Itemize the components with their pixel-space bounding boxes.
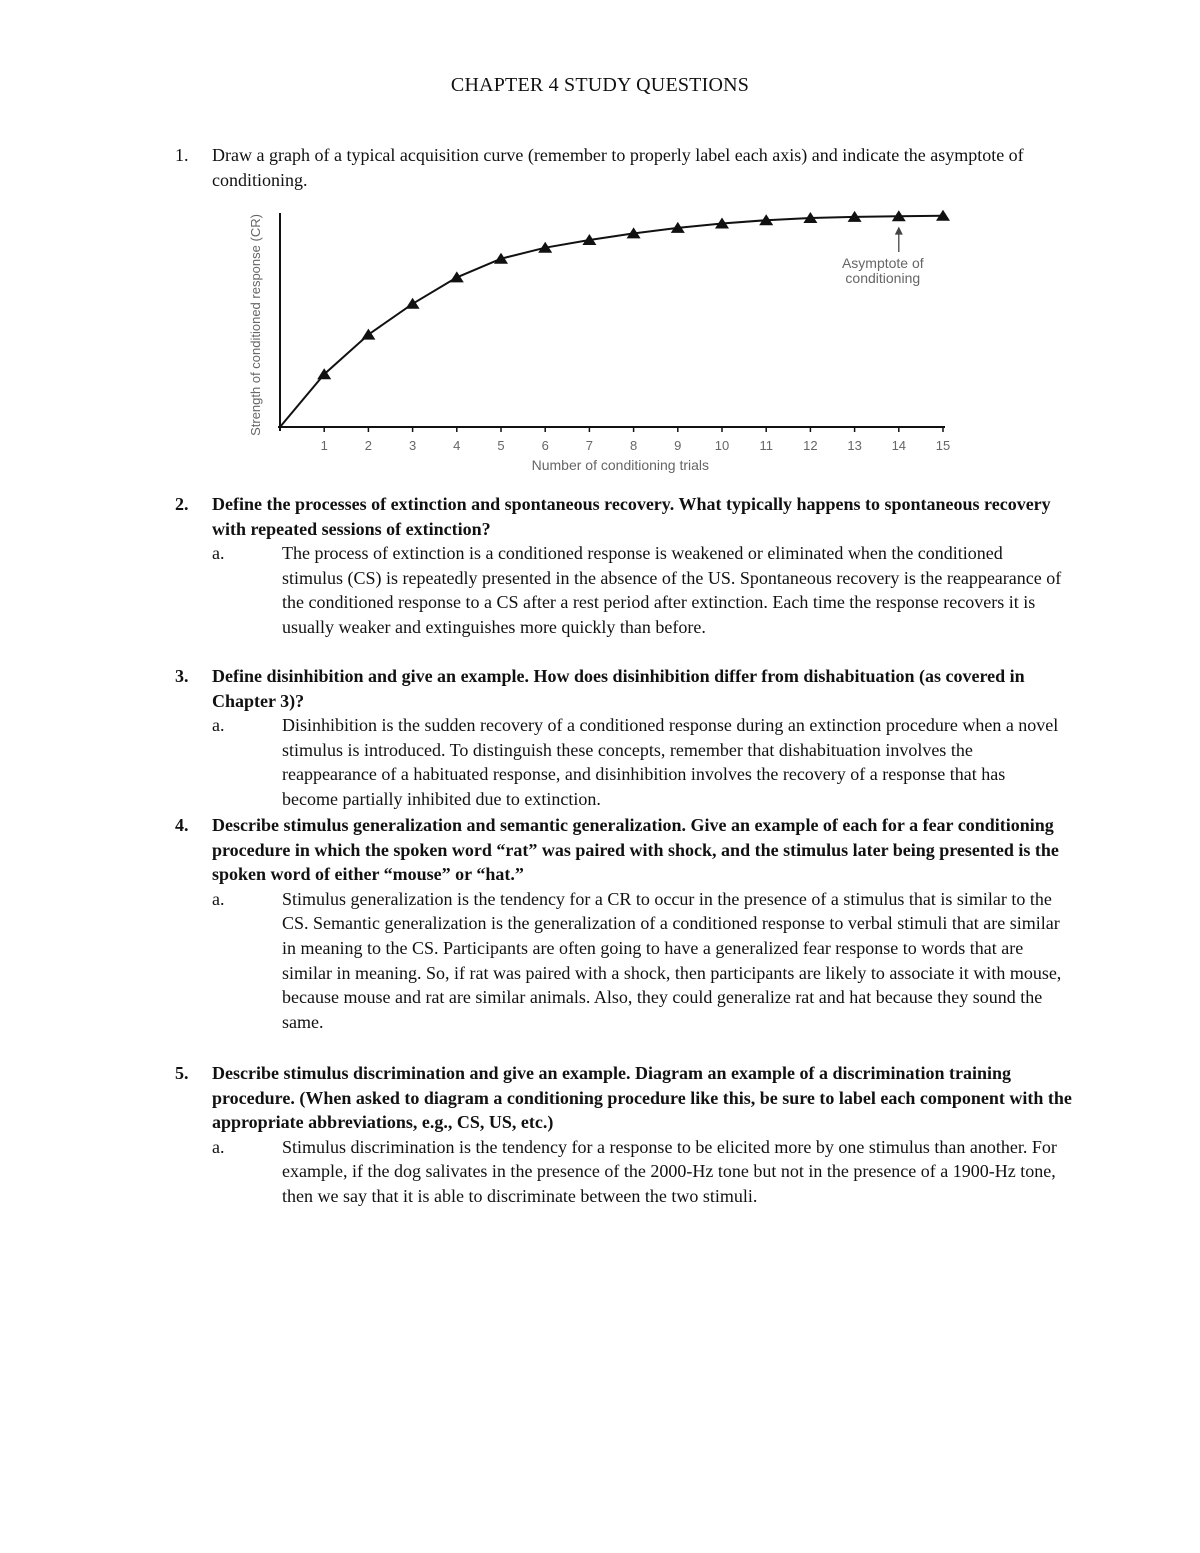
chart-markers bbox=[317, 210, 950, 379]
answer-letter: a. bbox=[212, 1136, 225, 1157]
page-title: CHAPTER 4 STUDY QUESTIONS bbox=[450, 74, 750, 96]
chart-ticks bbox=[321, 427, 951, 453]
acquisition-curve-chart bbox=[240, 205, 970, 480]
question-5 bbox=[175, 1061, 1075, 1209]
question-text: Describe stimulus generalization and semantic generalization. Give an example of each for a fear conditioning procedure in which the spoken word “rat” was paired with shock, and the stimulus later being presented is the spoken word of either “mouse” or “hat.” bbox=[212, 815, 1059, 885]
answer-letter: a. bbox=[212, 888, 225, 909]
question-text: Draw a graph of a typical acquisition curve (remember to properly label each axis) and indicate the asymptote of conditioning. bbox=[212, 145, 1024, 190]
question-number: 4. bbox=[175, 815, 189, 835]
answer bbox=[175, 1135, 1075, 1209]
x-tick-label: 5 bbox=[497, 438, 505, 453]
x-tick-label: 8 bbox=[629, 438, 638, 453]
asymptote-label-line2: conditioning bbox=[845, 270, 921, 286]
answer-letter: a. bbox=[212, 715, 225, 736]
question-3 bbox=[175, 664, 1075, 812]
data-point-marker bbox=[450, 271, 464, 282]
x-tick-label: 10 bbox=[714, 438, 730, 453]
x-tick-label: 13 bbox=[847, 438, 862, 453]
asymptote-label-line1: Asymptote of bbox=[841, 255, 924, 271]
question-text: Define disinhibition and give an example. How does disinhibition differ from dishabituation (as covered in Chapter 3)? bbox=[212, 666, 1025, 711]
question-text: Describe stimulus discrimination and give an example. Diagram an example of a discrimination training procedure. (When asked to diagram a conditioning procedure like this, be sure to label each component with the appropriate abbreviations, e.g., CS, US, etc.) bbox=[212, 1063, 1072, 1133]
question-number: 3. bbox=[175, 666, 189, 686]
question-number: 2. bbox=[175, 494, 189, 514]
answer-text: Disinhibition is the sudden recovery of a conditioned response during an extinction procedure when a novel stimulus is introduced. To distinguish these concepts, remember that dishabituation involves the reappearance of a habituated response, and disinhibition involves the recovery of a response that has become partially inhibited due to extinction. bbox=[282, 715, 1059, 809]
x-tick-label: 3 bbox=[408, 438, 417, 453]
x-axis-label: Number of conditioning trials bbox=[531, 457, 710, 473]
x-tick-label: 15 bbox=[935, 438, 951, 453]
question-2 bbox=[175, 492, 1075, 640]
chart-axes bbox=[278, 213, 945, 431]
answer bbox=[175, 713, 1075, 811]
x-tick-label: 14 bbox=[891, 438, 907, 453]
question-text: Define the processes of extinction and spontaneous recovery. What typically happens to spontaneous recovery with repeated sessions of extinction? bbox=[212, 494, 1051, 539]
x-tick-label: 4 bbox=[453, 438, 461, 453]
x-tick-label: 1 bbox=[320, 438, 328, 453]
acquisition-curve-line bbox=[280, 216, 943, 427]
x-tick-label: 6 bbox=[541, 438, 549, 453]
x-tick-label: 2 bbox=[364, 438, 373, 453]
question-number: 1. bbox=[175, 145, 189, 165]
answer bbox=[175, 541, 1075, 639]
question-4 bbox=[175, 813, 1075, 1034]
answer-letter: a. bbox=[212, 543, 225, 564]
x-tick-label: 12 bbox=[803, 438, 818, 453]
asymptote-annotation bbox=[842, 227, 924, 286]
data-point-marker bbox=[406, 298, 420, 309]
answer-text: Stimulus discrimination is the tendency for a response to be elicited more by one stimulus than another. For example, if the dog salivates in the presence of the 2000-Hz tone but not in the presence of a 1900-Hz tone, then we say that it is able to discriminate between the two stimuli. bbox=[282, 1136, 1057, 1206]
question-1 bbox=[175, 143, 1075, 192]
x-tick-label: 7 bbox=[585, 438, 594, 453]
x-tick-label: 9 bbox=[674, 438, 682, 453]
answer-text: Stimulus generalization is the tendency for a CR to occur in the presence of a stimulus that is similar to the CS. Semantic generalization is the generalization of a conditioned response to verbal stimuli that are similar in meaning to the CS. Participants are often going to have a generalized fear response to words that are similar in meaning. So, if rat was paired with a shock, then participants are likely to associate it with mouse, because mouse and rat are similar animals. Also, they could generalize rat and hat because they sound the same. bbox=[282, 888, 1062, 1032]
y-axis-label: Strength of conditioned response (CR) bbox=[248, 214, 263, 436]
answer-text: The process of extinction is a conditioned response is weakened or eliminated when the conditioned stimulus (CS) is repeatedly presented in the absence of the US. Spontaneous recovery is the reappearance of the conditioned response to a CS after a rest period after extinction. Each time the response recovers it is usually weaker and extinguishes more quickly than before. bbox=[282, 543, 1062, 637]
question-number: 5. bbox=[175, 1063, 189, 1083]
x-tick-label: 11 bbox=[759, 438, 773, 453]
answer bbox=[175, 887, 1075, 1035]
asymptote-arrow-head bbox=[895, 227, 903, 235]
